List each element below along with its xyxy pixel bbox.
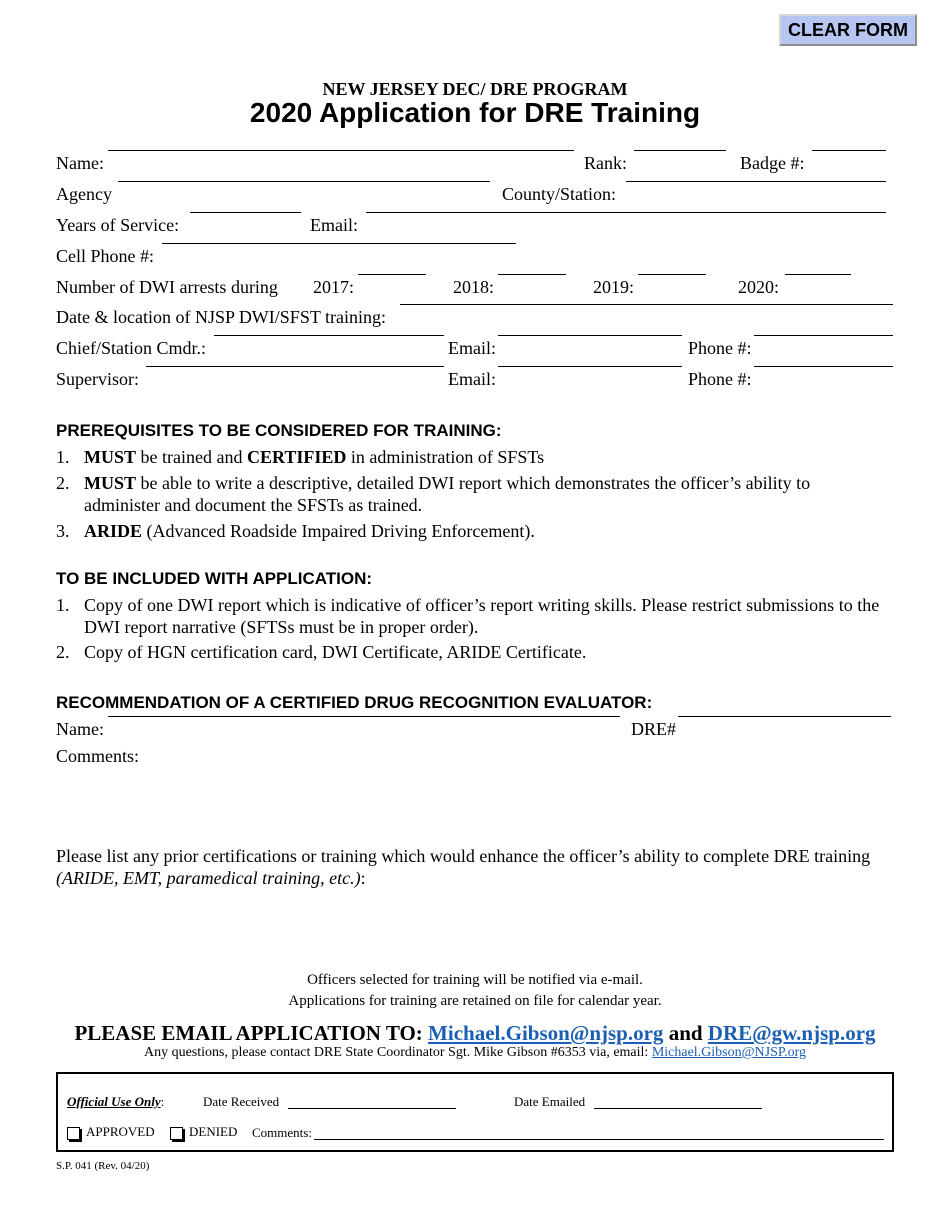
badge-field[interactable]	[812, 150, 886, 151]
chief-phone-label: Phone #:	[688, 338, 752, 358]
official-comments-row	[252, 1125, 882, 1143]
notice-line-2: Applications for training are retained on file for calendar year.	[288, 993, 662, 1009]
chief-email-label: Email:	[448, 338, 496, 358]
denied-checkbox[interactable]	[170, 1127, 183, 1140]
official-comments-label: Comments:	[252, 1125, 312, 1140]
supervisor-field[interactable]	[146, 366, 444, 367]
item-text: Copy of one DWI report which is indicative of officer’s report writing skills. Please restrict submissions to the DWI report narrative (SFTSs must be in proper order).	[84, 595, 880, 637]
email-link-questions[interactable]: Michael.Gibson@NJSP.org	[651, 1045, 807, 1060]
agency-label: Agency	[56, 184, 112, 204]
agency-field[interactable]	[118, 181, 490, 182]
supervisor-phone-label: Phone #:	[688, 369, 752, 389]
recommendation-heading: RECOMMENDATION OF A CERTIFIED DRUG RECOGNITION EVALUATOR:	[56, 693, 653, 712]
item-text: MUST be able to write a descriptive, detailed DWI report which demonstrates the officer’s ability to administer and document the SFSTs as trained.	[84, 473, 811, 515]
clear-form-button[interactable]: CLEAR FORM	[779, 14, 917, 46]
comments-label: Comments:	[56, 746, 140, 766]
year-2019-field[interactable]	[638, 274, 706, 275]
item-text: ARIDE (Advanced Roadside Impaired Driving Enforcement).	[84, 521, 535, 541]
badge-label: Badge #:	[740, 153, 805, 173]
email-link-dre[interactable]: DRE@gw.njsp.org	[707, 1021, 876, 1045]
years-service-label: Years of Service:	[56, 215, 180, 235]
email-and: and	[668, 1021, 703, 1045]
date-emailed-label: Date Emailed	[514, 1094, 586, 1109]
date-received-field[interactable]	[288, 1108, 456, 1109]
email-label: Email:	[310, 215, 358, 235]
njsp-training-field[interactable]	[400, 304, 893, 305]
county-station-field[interactable]	[626, 181, 886, 182]
list-item	[56, 446, 916, 468]
year-2018-label: 2018:	[453, 277, 495, 297]
supervisor-email-label: Email:	[448, 369, 496, 389]
official-use-label: Official Use Only:	[67, 1094, 165, 1109]
date-received-row	[203, 1094, 463, 1112]
notice-line-1: Officers selected for training will be notified via e-mail.	[307, 972, 643, 988]
denied-label: DENIED	[189, 1124, 238, 1139]
rank-field[interactable]	[634, 150, 726, 151]
comments-field[interactable]	[56, 770, 894, 836]
list-item	[56, 594, 916, 638]
approved-label: APPROVED	[86, 1124, 155, 1139]
item-number: 3.	[56, 521, 70, 541]
page-title: 2020 Application for DRE Training	[249, 97, 701, 128]
dwi-arrests-label: Number of DWI arrests during	[56, 277, 278, 297]
year-2019-label: 2019:	[593, 277, 635, 297]
supervisor-label: Supervisor:	[56, 369, 139, 389]
questions-line	[0, 1045, 950, 1061]
approved-option[interactable]	[67, 1124, 155, 1140]
cell-phone-field[interactable]	[162, 243, 516, 244]
year-2017-field[interactable]	[358, 274, 426, 275]
year-2020-label: 2020:	[738, 277, 780, 297]
years-service-field[interactable]	[190, 212, 301, 213]
email-prefix: PLEASE EMAIL APPLICATION TO:	[74, 1021, 423, 1045]
list-item	[56, 520, 916, 542]
form-number: S.P. 041 (Rev. 04/20)	[56, 1160, 150, 1172]
denied-option[interactable]	[170, 1124, 237, 1140]
included-heading: TO BE INCLUDED WITH APPLICATION:	[56, 569, 373, 588]
date-emailed-row	[514, 1094, 774, 1112]
email-instruction	[0, 1021, 950, 1046]
item-text: MUST be trained and CERTIFIED in administration of SFSTs	[84, 447, 545, 467]
email-field[interactable]	[366, 212, 886, 213]
item-text: Copy of HGN certification card, DWI Certificate, ARIDE Certificate.	[84, 642, 587, 662]
dre-number-label: DRE#	[631, 719, 676, 739]
prerequisites-list	[56, 446, 916, 546]
county-station-label: County/Station:	[502, 184, 617, 204]
recommender-name-label: Name:	[56, 719, 104, 739]
list-item	[56, 472, 916, 516]
item-number: 1.	[56, 595, 70, 615]
list-item	[56, 641, 916, 663]
njsp-training-label: Date & location of NJSP DWI/SFST training:	[56, 307, 386, 327]
item-number: 1.	[56, 447, 70, 467]
approved-checkbox[interactable]	[67, 1127, 80, 1140]
prior-training-prompt: Please list any prior certifications or training which would enhance the officer’s ability to complete DRE training (ARIDE, EMT, paramedical training, etc.):	[56, 846, 871, 888]
rank-label: Rank:	[584, 153, 627, 173]
prior-training-field[interactable]	[56, 892, 894, 958]
cell-phone-label: Cell Phone #:	[56, 246, 154, 266]
supervisor-email-field[interactable]	[498, 366, 682, 367]
chief-cmdr-field[interactable]	[214, 335, 444, 336]
supervisor-phone-field[interactable]	[754, 366, 893, 367]
name-field[interactable]	[108, 150, 574, 151]
questions-text: Any questions, please contact DRE State Coordinator Sgt. Mike Gibson #6353 via, email:	[143, 1045, 649, 1060]
date-received-label: Date Received	[203, 1094, 280, 1109]
item-number: 2.	[56, 642, 70, 662]
year-2020-field[interactable]	[785, 274, 851, 275]
official-use-box	[56, 1072, 894, 1152]
recommender-name-field[interactable]	[108, 716, 620, 717]
prerequisites-heading: PREREQUISITES TO BE CONSIDERED FOR TRAINING:	[56, 421, 502, 440]
item-number: 2.	[56, 473, 70, 493]
name-label: Name:	[56, 153, 104, 173]
included-list	[56, 594, 916, 666]
year-2018-field[interactable]	[498, 274, 566, 275]
chief-email-field[interactable]	[498, 335, 682, 336]
date-emailed-field[interactable]	[594, 1108, 762, 1109]
dre-number-field[interactable]	[678, 716, 891, 717]
chief-cmdr-label: Chief/Station Cmdr.:	[56, 338, 207, 358]
year-2017-label: 2017:	[313, 277, 355, 297]
chief-phone-field[interactable]	[754, 335, 893, 336]
email-link-primary[interactable]: Michael.Gibson@njsp.org	[428, 1021, 664, 1045]
program-heading: NEW JERSEY DEC/ DRE PROGRAM	[322, 79, 628, 99]
official-comments-field[interactable]	[314, 1139, 884, 1140]
